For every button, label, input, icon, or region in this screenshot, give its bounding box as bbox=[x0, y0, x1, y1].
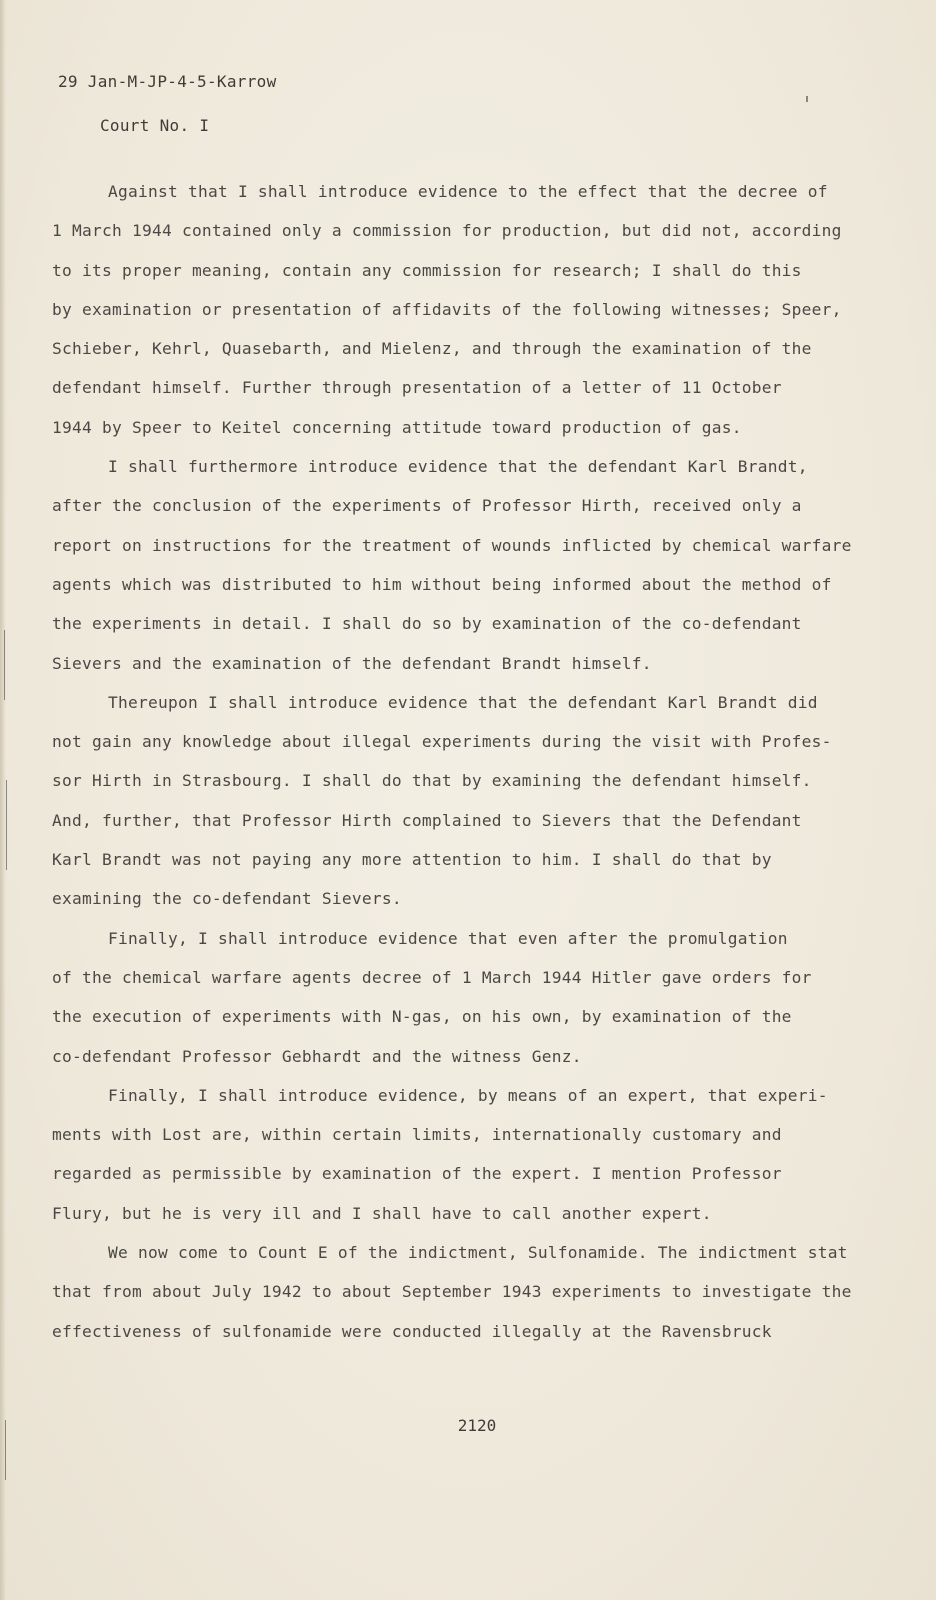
margin-mark bbox=[4, 630, 5, 700]
body-line: by examination or presentation of affidavits of the following witnesses; Speer, bbox=[52, 299, 842, 319]
body-line: the experiments in detail. I shall do so by examination of the co-defendant bbox=[52, 614, 802, 634]
body-line: to its proper meaning, contain any commission for research; I shall do this bbox=[52, 260, 802, 280]
body-line: of the chemical warfare agents decree of 1 March 1944 Hitler gave orders for bbox=[52, 967, 812, 987]
page-number-container bbox=[0, 1416, 936, 1435]
body-line: sor Hirth in Strasbourg. I shall do that by examining the defendant himself. bbox=[52, 771, 812, 791]
body-line: regarded as permissible by examination of the expert. I mention Professor bbox=[52, 1164, 782, 1184]
body-line: 1 March 1944 contained only a commission for production, but did not, according bbox=[52, 221, 842, 241]
body-line: I shall furthermore introduce evidence that the defendant Karl Brandt, bbox=[108, 457, 808, 477]
document-reference: 29 Jan-M-JP-4-5-Karrow bbox=[58, 72, 277, 91]
body-line: not gain any knowledge about illegal experiments during the visit with Profes- bbox=[52, 732, 832, 752]
page-number: 2120 bbox=[457, 1416, 497, 1435]
body-line: 1944 by Speer to Keitel concerning attitude toward production of gas. bbox=[52, 417, 742, 437]
body-line: agents which was distributed to him without being informed about the method of bbox=[52, 574, 832, 594]
body-line: that from about July 1942 to about September 1943 experiments to investigate the bbox=[52, 1282, 852, 1302]
body-line: Finally, I shall introduce evidence that even after the promulgation bbox=[108, 928, 788, 948]
body-line: examining the co-defendant Sievers. bbox=[52, 889, 402, 909]
body-line: after the conclusion of the experiments of Professor Hirth, received only a bbox=[52, 496, 802, 516]
body-line: the execution of experiments with N-gas, on his own, by examination of the bbox=[52, 1007, 792, 1027]
court-label: Court No. I bbox=[100, 116, 210, 135]
body-line: co-defendant Professor Gebhardt and the witness Genz. bbox=[52, 1046, 582, 1066]
body-line: Finally, I shall introduce evidence, by means of an expert, that experi- bbox=[108, 1085, 828, 1105]
body-line: Against that I shall introduce evidence to the effect that the decree of bbox=[108, 182, 828, 201]
body-line: And, further, that Professor Hirth complained to Sievers that the Defendant bbox=[52, 810, 802, 830]
body-line: ments with Lost are, within certain limits, internationally customary and bbox=[52, 1125, 782, 1145]
body-line: report on instructions for the treatment of wounds inflicted by chemical warfare bbox=[52, 535, 852, 555]
body-line: defendant himself. Further through presentation of a letter of 11 October bbox=[52, 378, 782, 398]
margin-mark bbox=[6, 780, 7, 870]
body-line: We now come to Count E of the indictment, Sulfonamide. The indictment stat bbox=[108, 1243, 848, 1263]
margin-mark bbox=[806, 96, 808, 102]
body-line: effectiveness of sulfonamide were conducted illegally at the Ravensbruck bbox=[52, 1321, 772, 1341]
body-line: Sievers and the examination of the defendant Brandt himself. bbox=[52, 653, 652, 673]
margin-mark bbox=[5, 1420, 6, 1480]
transcript-body bbox=[52, 172, 872, 1351]
body-line: Thereupon I shall introduce evidence that the defendant Karl Brandt did bbox=[108, 692, 818, 712]
body-line: Karl Brandt was not paying any more attention to him. I shall do that by bbox=[52, 850, 772, 870]
body-line: Flury, but he is very ill and I shall have to call another expert. bbox=[52, 1203, 712, 1223]
body-line: Schieber, Kehrl, Quasebarth, and Mielenz, and through the examination of the bbox=[52, 339, 812, 359]
